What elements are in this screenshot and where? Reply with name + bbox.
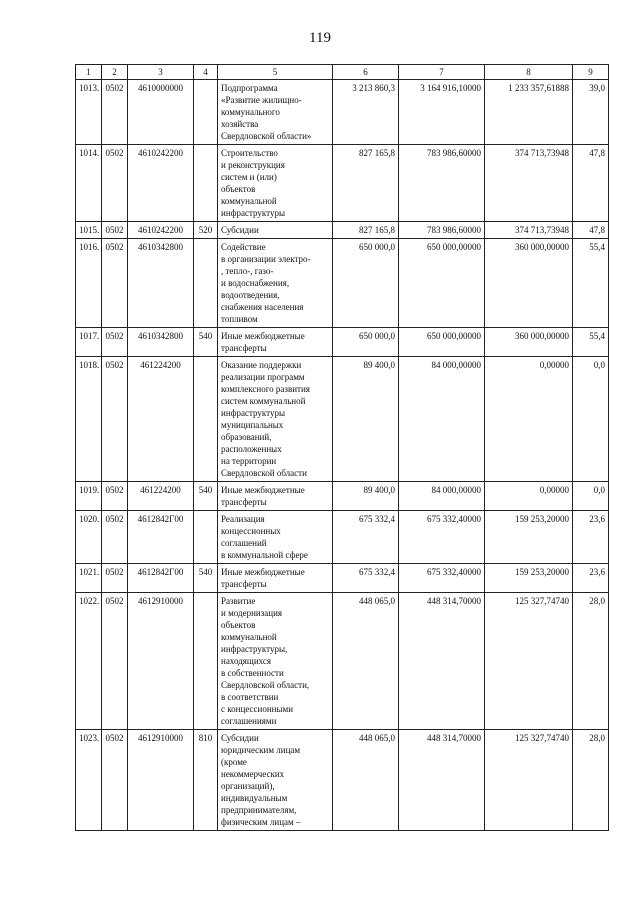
header-cell: 1 <box>76 65 102 80</box>
table-row <box>76 564 609 593</box>
item-name: Подпрограмма «Развитие жилищно- коммунального хозяйства Свердловской области» <box>218 80 333 145</box>
header-cell: 4 <box>194 65 218 80</box>
executed-amount: 1 233 357,61888 <box>485 80 573 145</box>
expense-type <box>194 511 218 564</box>
table-row <box>76 239 609 328</box>
target-code: 4612910000 <box>128 593 194 730</box>
table-row <box>76 482 609 511</box>
adjusted-amount: 448 314,70000 <box>399 730 485 831</box>
execution-percent: 28,0 <box>573 593 609 730</box>
header-cell: 8 <box>485 65 573 80</box>
section-code: 0502 <box>102 239 128 328</box>
expense-type: 540 <box>194 482 218 511</box>
execution-percent: 23,6 <box>573 511 609 564</box>
page-number: 119 <box>309 30 331 46</box>
executed-amount: 360 000,00000 <box>485 328 573 357</box>
section-code: 0502 <box>102 328 128 357</box>
section-code: 0502 <box>102 145 128 222</box>
header-row <box>76 65 609 80</box>
row-number: 1017. <box>76 328 102 357</box>
expense-type: 520 <box>194 222 218 239</box>
target-code: 4610242200 <box>128 222 194 239</box>
execution-percent: 47,8 <box>573 145 609 222</box>
header-cell: 9 <box>573 65 609 80</box>
adjusted-amount: 3 164 916,10000 <box>399 80 485 145</box>
target-code: 4610342800 <box>128 239 194 328</box>
section-code: 0502 <box>102 593 128 730</box>
table-row <box>76 730 609 831</box>
executed-amount: 0,00000 <box>485 482 573 511</box>
item-name: Иные межбюджетные трансферты <box>218 482 333 511</box>
item-name: Иные межбюджетные трансферты <box>218 328 333 357</box>
row-number: 1014. <box>76 145 102 222</box>
adjusted-amount: 783 986,60000 <box>399 145 485 222</box>
planned-amount: 448 065,0 <box>333 730 399 831</box>
item-name: Оказание поддержки реализации программ комплексного развития систем коммунальной инфраструктуры муниципальных образований, расположенных на территории Свердловской области <box>218 357 333 482</box>
target-code: 4610000000 <box>128 80 194 145</box>
execution-percent: 39,0 <box>573 80 609 145</box>
item-name: Субсидии юридическим лицам (кроме некоммерческих организаций), индивидуальным предпринимателям, физическим лицам – <box>218 730 333 831</box>
planned-amount: 650 000,0 <box>333 239 399 328</box>
planned-amount: 827 165,8 <box>333 222 399 239</box>
adjusted-amount: 84 000,00000 <box>399 357 485 482</box>
expense-type: 810 <box>194 730 218 831</box>
header-cell: 6 <box>333 65 399 80</box>
expense-type <box>194 239 218 328</box>
item-name: Строительство и реконструкция систем и (или) объектов коммунальной инфраструктуры <box>218 145 333 222</box>
row-number: 1015. <box>76 222 102 239</box>
table-row <box>76 222 609 239</box>
expense-type: 540 <box>194 328 218 357</box>
execution-percent: 23,6 <box>573 564 609 593</box>
table-row <box>76 511 609 564</box>
expense-type <box>194 145 218 222</box>
table-row <box>76 328 609 357</box>
section-code: 0502 <box>102 357 128 482</box>
adjusted-amount: 675 332,40000 <box>399 564 485 593</box>
planned-amount: 89 400,0 <box>333 357 399 482</box>
row-number: 1021. <box>76 564 102 593</box>
adjusted-amount: 650 000,00000 <box>399 239 485 328</box>
target-code: 461224200 <box>128 357 194 482</box>
planned-amount: 650 000,0 <box>333 328 399 357</box>
adjusted-amount: 783 986,60000 <box>399 222 485 239</box>
table-row <box>76 593 609 730</box>
row-number: 1019. <box>76 482 102 511</box>
item-name: Субсидии <box>218 222 333 239</box>
executed-amount: 0,00000 <box>485 357 573 482</box>
target-code: 4610342800 <box>128 328 194 357</box>
adjusted-amount: 675 332,40000 <box>399 511 485 564</box>
section-code: 0502 <box>102 80 128 145</box>
target-code: 4610242200 <box>128 145 194 222</box>
planned-amount: 675 332,4 <box>333 564 399 593</box>
executed-amount: 374 713,73948 <box>485 145 573 222</box>
planned-amount: 827 165,8 <box>333 145 399 222</box>
row-number: 1018. <box>76 357 102 482</box>
planned-amount: 3 213 860,3 <box>333 80 399 145</box>
executed-amount: 125 327,74740 <box>485 730 573 831</box>
budget-table <box>75 64 609 831</box>
item-name: Реализация концессионных соглашений в коммунальной сфере <box>218 511 333 564</box>
header-cell: 2 <box>102 65 128 80</box>
table-row <box>76 145 609 222</box>
row-number: 1020. <box>76 511 102 564</box>
section-code: 0502 <box>102 511 128 564</box>
expense-type <box>194 593 218 730</box>
section-code: 0502 <box>102 482 128 511</box>
executed-amount: 360 000,00000 <box>485 239 573 328</box>
execution-percent: 0,0 <box>573 357 609 482</box>
planned-amount: 89 400,0 <box>333 482 399 511</box>
row-number: 1022. <box>76 593 102 730</box>
execution-percent: 28,0 <box>573 730 609 831</box>
header-cell: 5 <box>218 65 333 80</box>
section-code: 0502 <box>102 730 128 831</box>
table-row <box>76 357 609 482</box>
section-code: 0502 <box>102 222 128 239</box>
row-number: 1016. <box>76 239 102 328</box>
planned-amount: 675 332,4 <box>333 511 399 564</box>
execution-percent: 0,0 <box>573 482 609 511</box>
adjusted-amount: 650 000,00000 <box>399 328 485 357</box>
item-name: Содействие в организации электро- , тепло-, газо- и водоснабжения, водоотведения, снабжения населения топливом <box>218 239 333 328</box>
execution-percent: 55,4 <box>573 328 609 357</box>
item-name: Развитие и модернизация объектов коммунальной инфраструктуры, находящихся в собственности Свердловской области, в соответствии с концессионными соглашениями <box>218 593 333 730</box>
execution-percent: 55,4 <box>573 239 609 328</box>
section-code: 0502 <box>102 564 128 593</box>
execution-percent: 47,8 <box>573 222 609 239</box>
target-code: 461224200 <box>128 482 194 511</box>
expense-type: 540 <box>194 564 218 593</box>
target-code: 4612910000 <box>128 730 194 831</box>
row-number: 1023. <box>76 730 102 831</box>
target-code: 4612842Г00 <box>128 564 194 593</box>
adjusted-amount: 84 000,00000 <box>399 482 485 511</box>
executed-amount: 374 713,73948 <box>485 222 573 239</box>
adjusted-amount: 448 314,70000 <box>399 593 485 730</box>
executed-amount: 159 253,20000 <box>485 511 573 564</box>
target-code: 4612842Г00 <box>128 511 194 564</box>
expense-type <box>194 80 218 145</box>
expense-type <box>194 357 218 482</box>
planned-amount: 448 065,0 <box>333 593 399 730</box>
table-row <box>76 80 609 145</box>
executed-amount: 125 327,74740 <box>485 593 573 730</box>
executed-amount: 159 253,20000 <box>485 564 573 593</box>
header-cell: 7 <box>399 65 485 80</box>
item-name: Иные межбюджетные трансферты <box>218 564 333 593</box>
row-number: 1013. <box>76 80 102 145</box>
header-cell: 3 <box>128 65 194 80</box>
